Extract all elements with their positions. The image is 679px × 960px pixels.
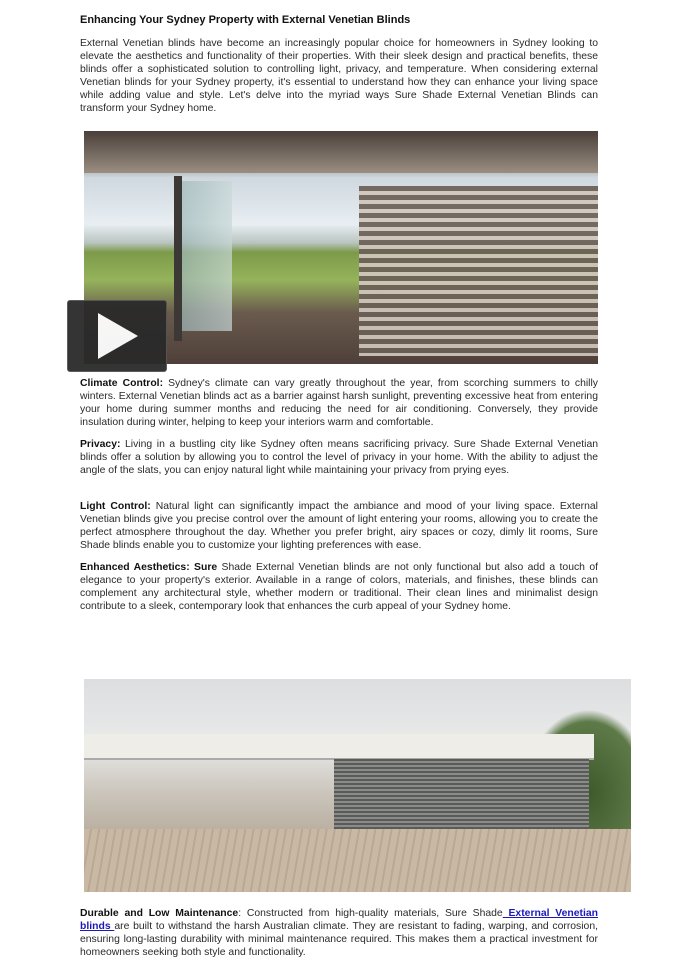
section-text: Natural light can significantly impact the ambiance and mood of your living space. External Venetian blinds give you precise control over the amount of light entering your rooms, allowing you to create the perfect atmosphere throughout the day. Whether you prefer bright, airy spaces or cozy, dimly lit rooms, Sure Shade blinds enable you to customize your lighting preferences with ease. — [80, 501, 598, 551]
section-heading: Durable and Low Maintenance — [80, 908, 239, 919]
climate-control-paragraph — [80, 378, 598, 430]
section-heading: Privacy: — [80, 439, 121, 450]
section-heading: Climate Control: — [80, 378, 164, 389]
external-venetian-blinds-link[interactable]: External Venetian blinds — [80, 908, 599, 932]
section-heading: Enhanced Aesthetics: Sure — [80, 562, 218, 573]
modern-house-blinds-photo — [84, 679, 631, 892]
page-title: Enhancing Your Sydney Property with External Venetian Blinds — [80, 14, 411, 26]
section-text: Shade External Venetian blinds are not only functional but also add a touch of elegance to your property's exterior. Available in a range of colors, materials, and finishes, these blinds can complement any architectural style, whether modern or traditional. Their clean lines and minimalist design contribute to a sleek, contemporary look that enhances the curb appeal of your Sydney home. — [80, 562, 598, 612]
light-control-paragraph — [80, 501, 598, 553]
durable-paragraph: Durable and Low Maintenance: Constructed from high-quality materials, Sure Shade External Venetian blinds are built to withstand the harsh Australian climate. They are resistant to fading, warping, and corrosion, ensuring long-lasting durability with minimal maintenance required. This makes them a practical investment for homeowners seeking both style and functionality. — [80, 908, 599, 958]
aesthetics-paragraph — [80, 562, 598, 614]
section-text: Sydney's climate can vary greatly throughout the year, from scorching summers to chilly winters. External Venetian blinds act as a barrier against harsh sunlight, preventing excessive heat from entering your home during summer months and reducing the need for air conditioning. Conversely, they provide insulation during winter, helping to keep your interiors warm and comfortable. — [80, 378, 598, 428]
section-heading: Light Control: — [80, 501, 151, 512]
play-icon — [98, 313, 138, 359]
play-button[interactable] — [67, 300, 167, 372]
section-text: Living in a bustling city like Sydney often means sacrificing privacy. Sure Shade External Venetian blinds offer a solution by allowing you to control the level of privacy in your home. With the ability to adjust the angle of the slats, you can enjoy natural light while maintaining your privacy from prying eyes. — [80, 439, 598, 476]
privacy-paragraph — [80, 439, 598, 478]
intro-paragraph: External Venetian blinds have become an increasingly popular choice for homeowners in Sydney looking to elevate the aesthetics and functionality of their properties. With their sleek design and practical benefits, these blinds offer a sophisticated solution to controlling light, privacy, and temperature. When considering external Venetian blinds for your Sydney property, it's essential to understand how they can enhance your living space while adding value and style. Let's delve into the myriad ways Sure Shade External Venetian Blinds can transform your Sydney home. — [80, 38, 598, 114]
